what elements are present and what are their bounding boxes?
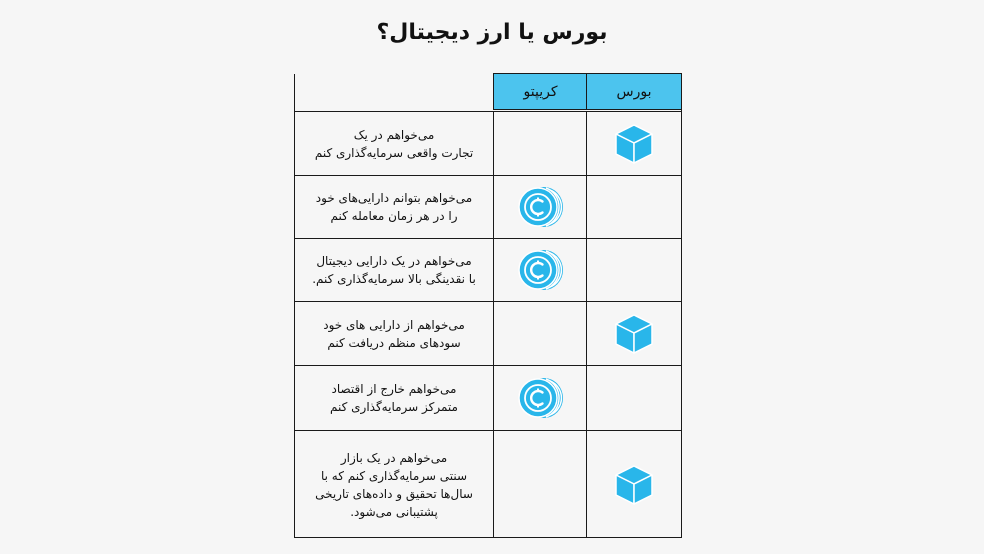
- row-statement: می‌خواهم در یک بازار سنتی سرمایه‌گذاری کنم که با سال‌ها تحقیق و داده‌های تاریخی پشتیبانی می‌شود.: [295, 431, 494, 538]
- bourse-cell: [587, 302, 681, 365]
- page-title: بورس یا ارز دیجیتال؟: [376, 20, 608, 45]
- bourse-cell: [587, 239, 681, 301]
- bourse-cell: [587, 366, 681, 430]
- row-statement: می‌خواهم در یک دارایی دیجیتال با نقدینگی بالا سرمایه‌گذاری کنم.: [295, 239, 494, 301]
- cube-icon: [614, 313, 654, 355]
- table-row: [295, 430, 681, 538]
- cube-icon: [614, 464, 654, 506]
- table-row: [295, 365, 681, 430]
- crypto-cell: [494, 302, 587, 365]
- crypto-coin-icon: [516, 185, 564, 229]
- crypto-cell: [494, 176, 587, 238]
- column-header-crypto: کریپتو: [493, 73, 588, 110]
- crypto-cell: [494, 366, 587, 430]
- crypto-coin-icon: [516, 248, 564, 292]
- row-statement: می‌خواهم از دارایی های خود سودهای منظم دریافت کنم: [295, 302, 494, 365]
- table-row: [295, 301, 681, 365]
- crypto-cell: [494, 112, 587, 175]
- row-statement: می‌خواهم خارج از اقتصاد متمرکز سرمایه‌گذاری کنم: [295, 366, 494, 430]
- bourse-cell: [587, 112, 681, 175]
- table-row: [295, 238, 681, 301]
- table-row: [295, 175, 681, 238]
- crypto-cell: [494, 431, 587, 538]
- crypto-coin-icon: [516, 376, 564, 420]
- crypto-cell: [494, 239, 587, 301]
- comparison-table: [294, 74, 682, 538]
- row-statement: می‌خواهم در یک تجارت واقعی سرمایه‌گذاری کنم: [295, 112, 494, 175]
- bourse-cell: [587, 431, 681, 538]
- cube-icon: [614, 123, 654, 165]
- table-row: [295, 111, 681, 175]
- column-header-bourse: بورس: [586, 73, 682, 110]
- bourse-cell: [587, 176, 681, 238]
- row-statement: می‌خواهم بتوانم دارایی‌های خود را در هر زمان معامله کنم: [295, 176, 494, 238]
